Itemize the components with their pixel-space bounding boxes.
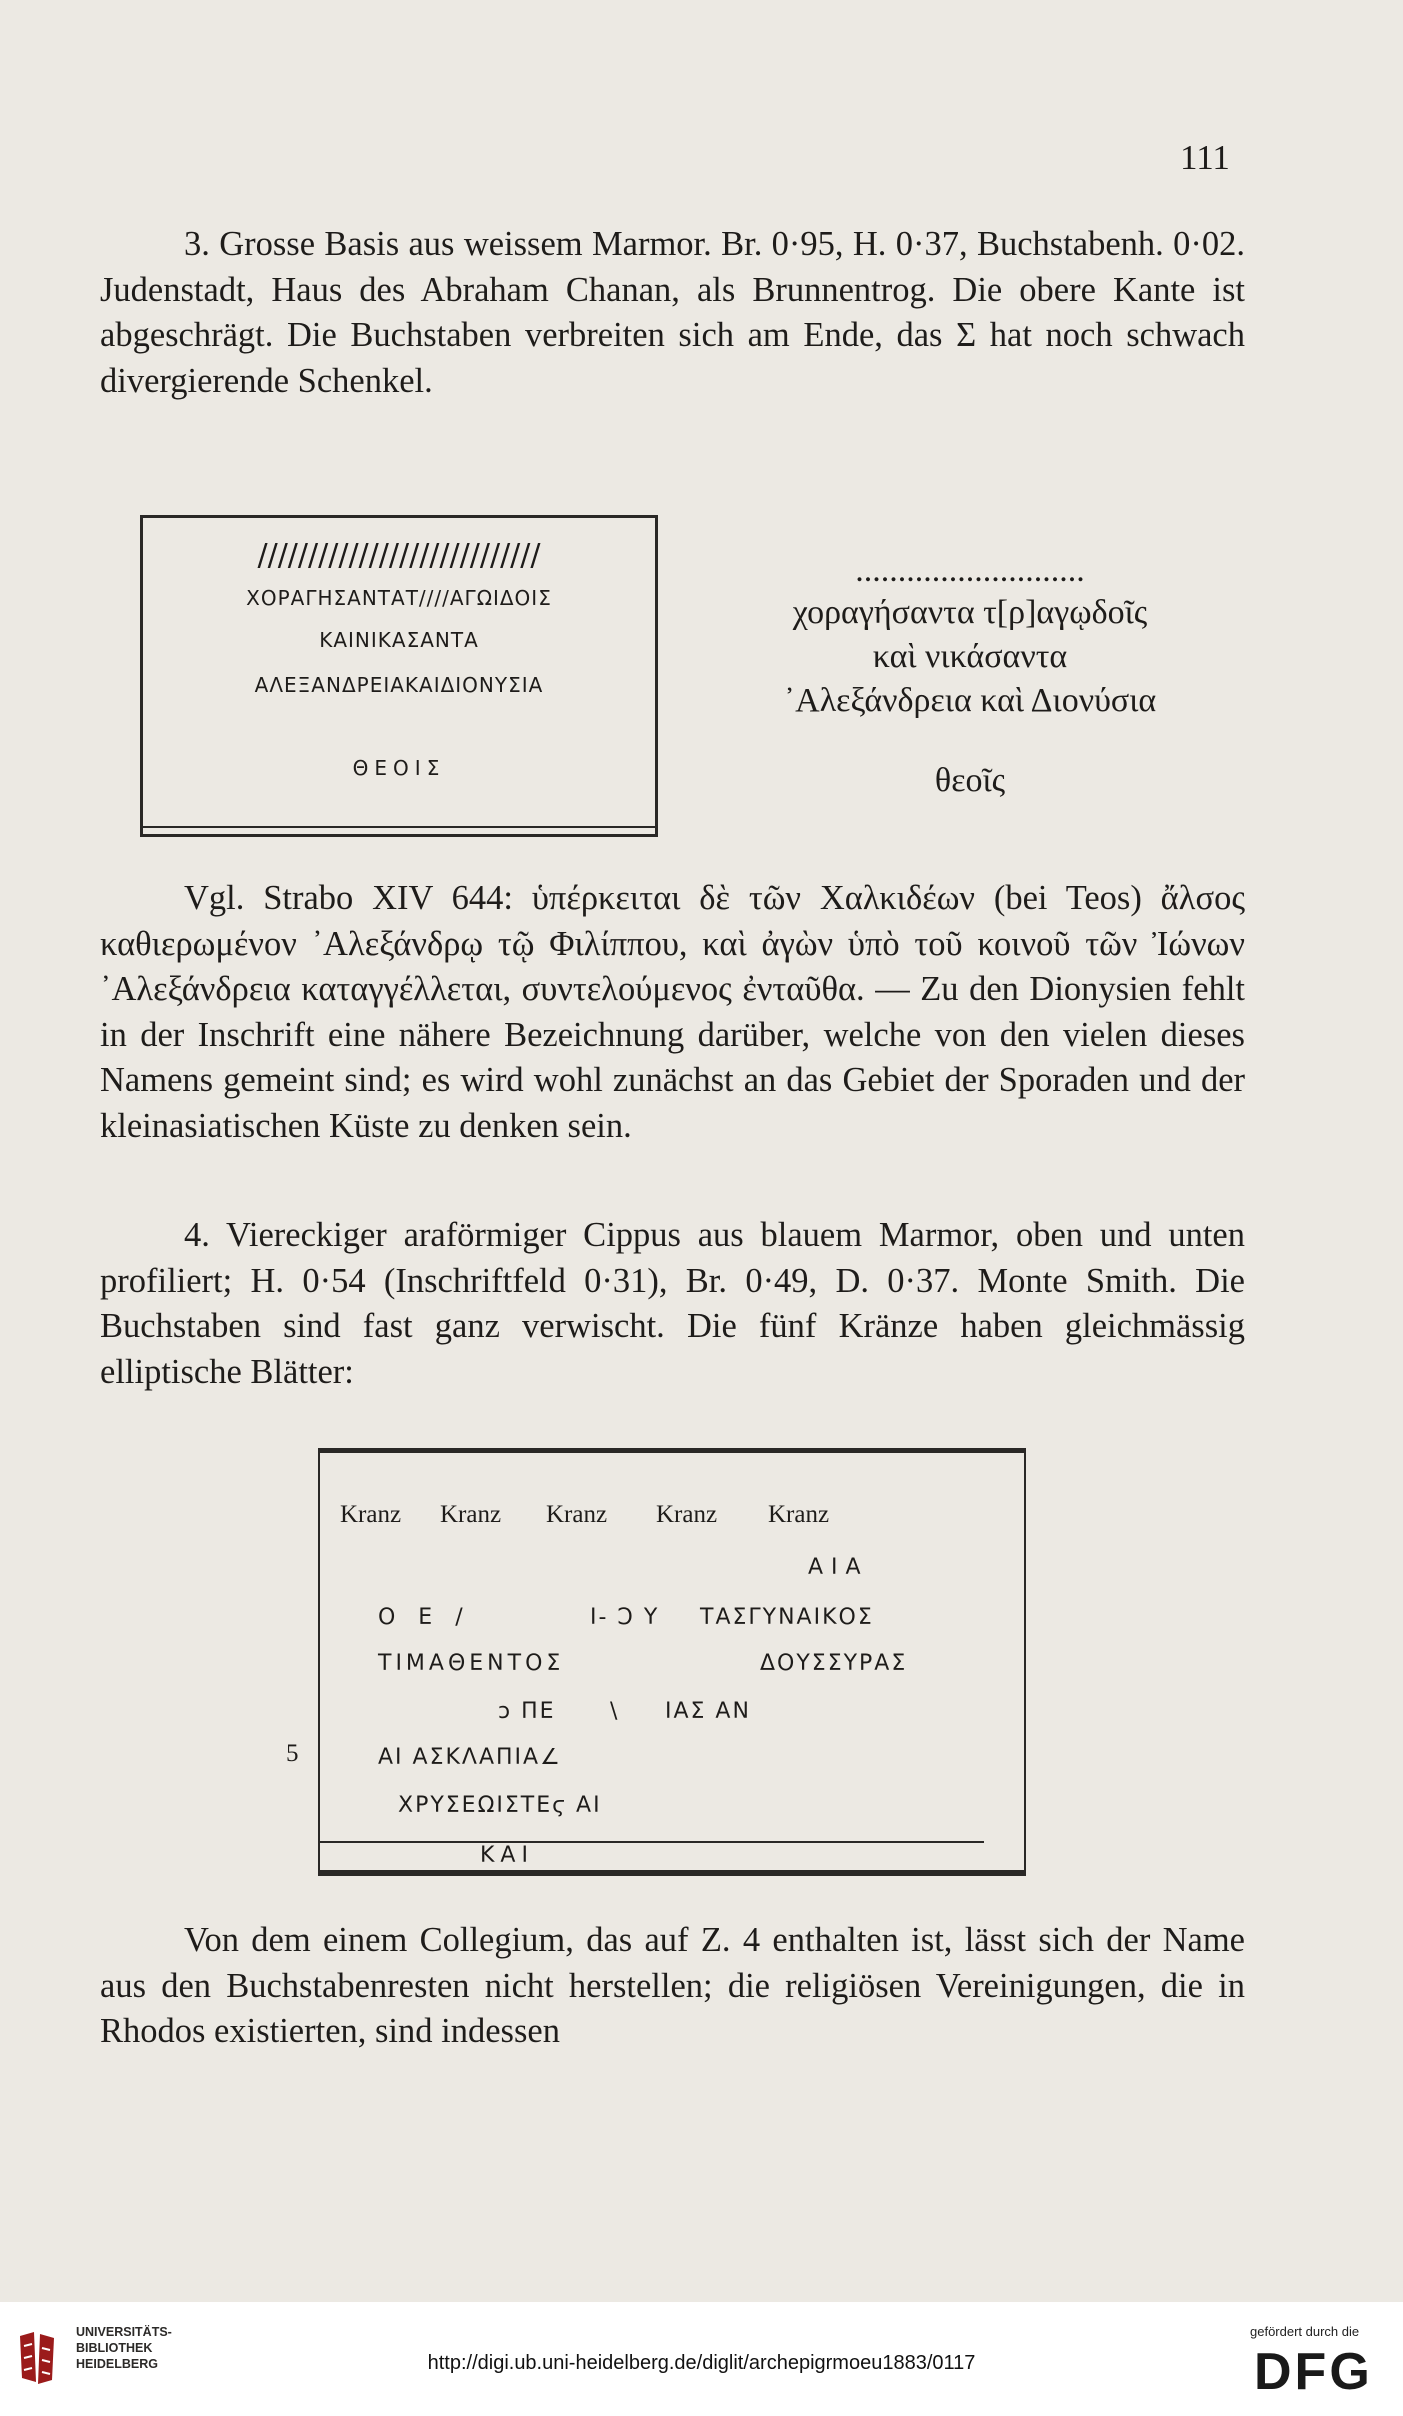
paragraph-text: Vgl. Strabo XIV 644: ὑπέρκειται δὲ τῶν Χαλκιδέων (bei Teos) ἄλσος καθιερωμένον ᾿Αλεξάνδρῳ τῷ Φιλίππου, καὶ ἀγὼν ὑπὸ τοῦ κοινοῦ τῶν Ἰώνων ᾿Αλεξάνδρεια καταγγέλλεται, συντελούμενος ἐνταῦθα. — Zu den Dionysien fehlt in der Inschrift eine nähere Bezeichnung darüber, welche von den vielen dieses Namens gemeint sind; es wird wohl zunächst an das Gebiet der Sporaden und der kleinasiatischen Küste zu denken sein. [100,879,1245,1145]
inscription-line: ΑΙ ΑΣΚΛΑΠΙΑ∠ [378,1745,562,1770]
kranz-label: Kranz [768,1501,830,1528]
funding-caption: gefördert durch die [1250,2324,1360,2339]
paragraph-item-3 [100,222,1245,404]
library-name-line: HEIDELBERG [76,2357,158,2371]
library-name-line: BIBLIOTHEK [76,2341,153,2355]
box-top-rule [318,1451,1026,1453]
inscription-line: ΑΙΑ [808,1555,869,1580]
transcription-dots: ........................... [855,552,1085,589]
transcription-line: καὶ νικάσαντα [872,638,1068,675]
box-bottom-rule [318,1870,1026,1873]
inscription-line: ΔΟΥΣΣΥΡΑΣ [760,1651,908,1676]
kranz-label: Kranz [440,1501,502,1528]
paragraph-text: 4. Viereckiger araförmiger Cippus aus blauem Marmor, oben und unten profiliert; H. 0·54 (Inschriftfeld 0·31), Br. 0·49, D. 0·37. Monte Smith. Die Buchstaben sind fast ganz verwischt. Die fünf Kränze haben gleichmässig elliptische Blätter: [100,1216,1245,1391]
inscription-line: ΚΑΙ [480,1843,534,1868]
paragraph-text: 3. Grosse Basis aus weissem Marmor. Br. 0·95, H. 0·37, Buchstabenh. 0·02. Judenstadt, Haus des Abraham Chanan, als Brunnentrog. Die obere Kante ist abgeschrägt. Die Buchstaben verbreiten sich am Ende, das Σ hat noch schwach divergierende Schenkel. [100,225,1245,400]
inscription-line: ΑΛΕΞΑΝΔΡΕΙΑΚΑΙΔΙΟΝΥΣΙΑ [254,673,544,697]
footer-bar [0,2302,1403,2416]
page-number: 111 [1180,138,1230,177]
paragraph-text: Von dem einem Collegium, das auf Z. 4 enthalten ist, lässt sich der Name aus den Buchstabenresten nicht herstellen; die religiösen Vereinigungen, die in Rhodos existierten, sind indessen [100,1921,1245,2051]
kranz-label: Kranz [340,1501,402,1528]
paragraph-collegium [100,1918,1245,2055]
transcription-line: χοραγήσαντα τ[ρ]αγῳδοῖς [792,594,1148,631]
inscription-line: ΘΕΟΙΣ [352,756,446,780]
box-inner-rule [320,1841,984,1843]
inscription-line: ΚΑΙΝΙΚΑΣΑΝΤΑ [319,628,479,652]
box-rule [143,826,655,828]
inscription-line: ↄ ΠΕ [498,1699,556,1724]
inscription-line: \ [610,1699,620,1724]
inscription-box-2 [318,1448,1026,1876]
inscription-line: //////////////////////////// [257,538,541,573]
paragraph-strabo [100,876,1245,1150]
transcription-line: ᾿Αλεξάνδρεια καὶ Διονύσια [783,682,1157,719]
inscription-line: ΧΟΡΑΓΗΣΑΝΤΑΤ////ΑΓΩΙΔΟΙΣ [246,586,552,610]
inscription-line: ΙΑΣ ΑΝ [665,1699,751,1724]
transcription-line: θεοῖς [934,762,1006,799]
inscription-box-1 [140,515,658,837]
library-name-line: UNIVERSITÄTS- [76,2325,172,2339]
line-number: 5 [286,1740,299,1767]
dfg-logo[interactable]: DFG [1254,2343,1373,2401]
paragraph-item-4 [100,1213,1245,1395]
inscription-line: Ο Ε / [378,1605,471,1630]
kranz-label: Kranz [546,1501,608,1528]
kranz-label: Kranz [656,1501,718,1528]
inscription-line: ΤΑΣΓΥΝΑΙΚΟΣ [700,1605,874,1630]
document-url-link[interactable]: http://digi.ub.uni-heidelberg.de/diglit/archepigrmoeu1883/0117 [427,2352,976,2374]
inscription-line: Ι- Ͻ Υ [590,1605,660,1630]
inscription-line: ΧΡΥΣΕΩΙΣΤΕϛ ΑΙ [398,1793,602,1818]
inscription-line: ΤΙΜΑΘΕΝΤΟΣ [378,1651,565,1676]
